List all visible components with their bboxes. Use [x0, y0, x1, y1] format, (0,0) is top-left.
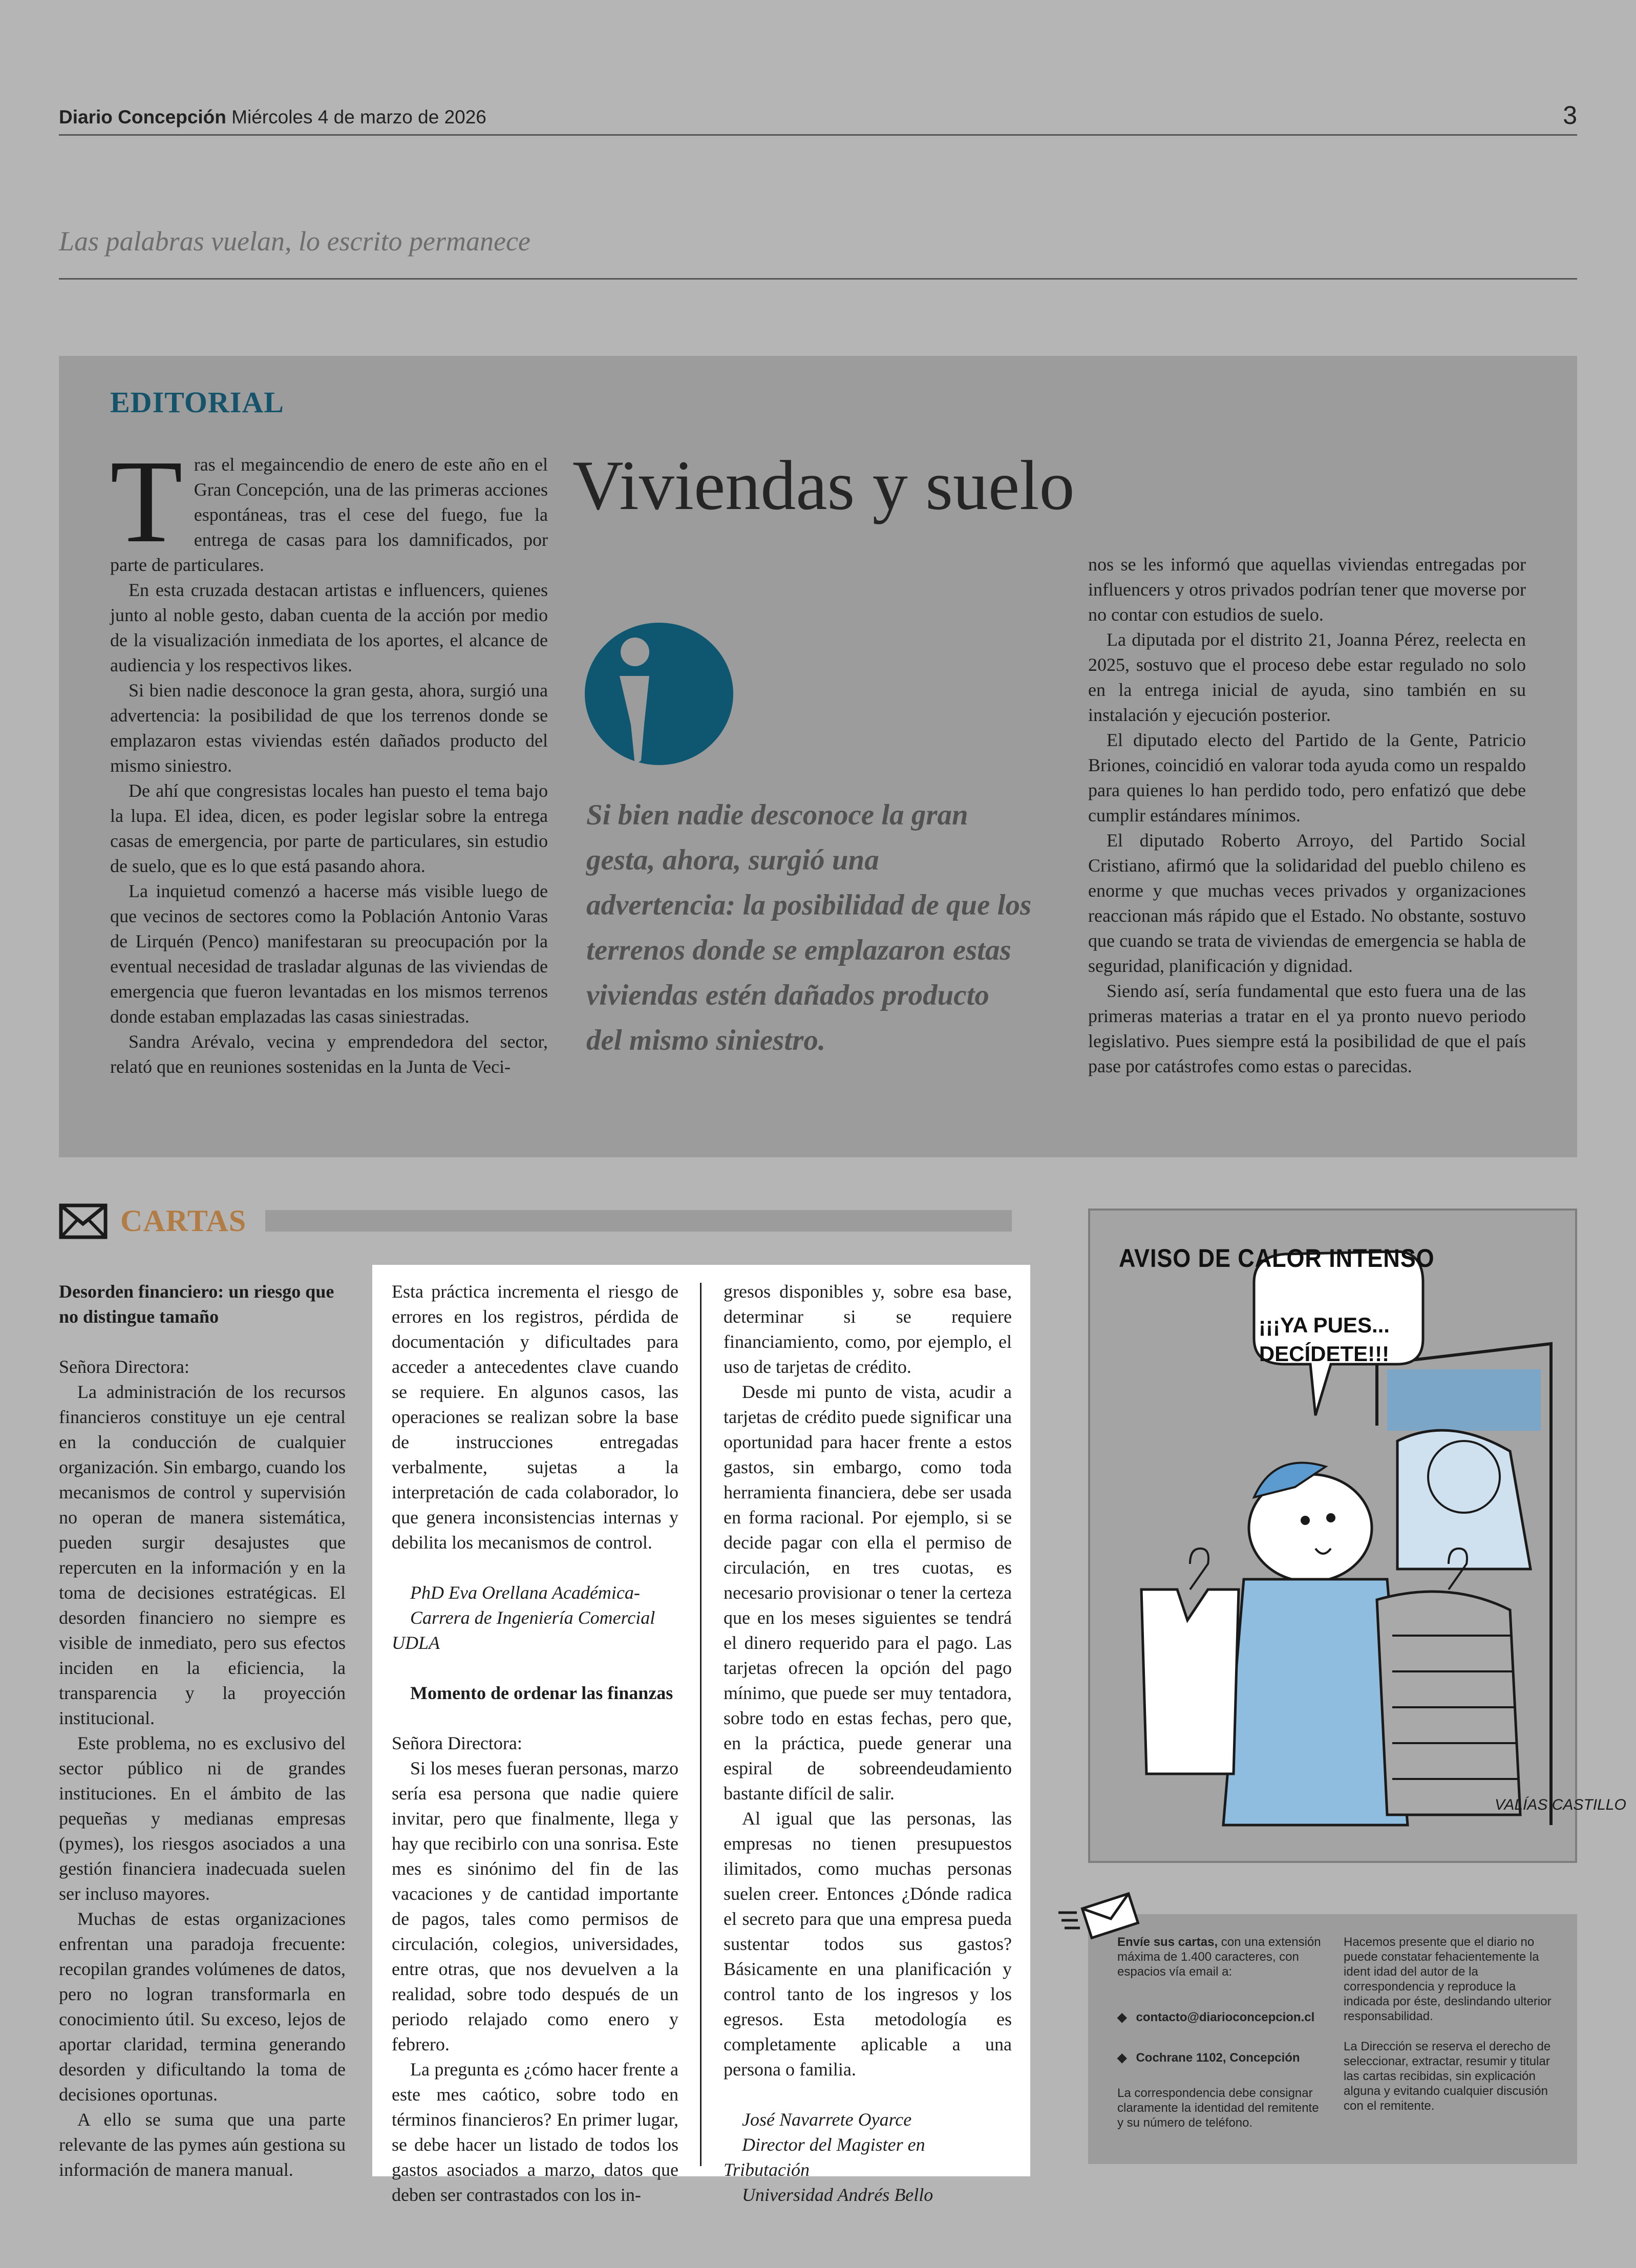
email-line [1117, 2010, 1327, 2025]
letter-title: Momento de ordenar las finanzas [410, 1683, 673, 1703]
disclaimer-note: Hacemos presente que el diario no puede constatar fehacientemente la ident idad del autor de la correspondencia y reproduce la indicada por éste, deslindando ulterior responsabilidad. [1344, 1935, 1552, 2023]
disclaimer-column [1344, 1935, 1559, 2113]
letter-paragraph: Al igual que las personas, las empresas no tienen presupuestos ilimitados, como muchas personas suelen creer. Entonces ¿Dónde radica el secreto para que una empresa pueda sustentar todos sus gastos? Básicamente en una planificación y control tanto de los ingresos y los egresos. Esta metodología es completamente aplicable a una persona o familia. [724, 1808, 1012, 2080]
cartoon-drawing [1090, 1211, 1626, 1861]
envelope-icon [59, 1203, 108, 1239]
address-line [1117, 2050, 1327, 2065]
issue-date: Miércoles 4 de marzo de 2026 [231, 107, 486, 128]
contact-address: Cochrane 1102, Concepción [1136, 2051, 1300, 2065]
cartas-label: CARTAS [120, 1204, 247, 1238]
editorial-column-1 [110, 436, 548, 1079]
send-label: Envíe sus cartas, [1117, 1935, 1218, 1949]
pull-quote: Si bien nadie desconoce la gran gesta, ahora, surgió una advertencia: la posibilidad de que los terrenos donde se emplazaron estas viviendas estén dañados producto del mismo siniestro. [586, 799, 1032, 1056]
editorial-paragraph: El diputado Roberto Arroyo, del Partido Social Cristiano, afirmó que la solidaridad del pueblo chileno es enorme y que muchas veces privados y organizaciones reaccionan más rápido que el Estado. No obstante, sostuvo que cuando se trata de viviendas de emergencia se habla de seguridad, planificación y dignidad. [1088, 830, 1526, 976]
letter-paragraph: Muchas de estas organizaciones enfrentan una paradoja frecuente: recopilan grandes volúmenes de datos, pero no logran transformarla en conocimiento útil. Su exceso, lejos de aportar claridad, termina generando desorden y dificultando la toma de decisiones oportunas. [59, 1909, 346, 2105]
editorial-paragraph: Sandra Arévalo, vecina y emprendedora del sector, relató que en reuniones sostenidas en la Junta de Veci- [110, 1031, 548, 1077]
slogan: Las palabras vuelan, lo escrito permanece [59, 226, 530, 257]
editorial-paragraph: Siendo así, sería fundamental que esto fuera una de las primeras materias a tratar en el ya pronto nuevo periodo legislativo. Pues siempre está la posibilidad de que el país pase por catástrofes como estas o parecidas. [1088, 981, 1526, 1076]
cartoon-speech [1247, 1311, 1401, 1368]
letter-salutation: Señora Directora: [392, 1733, 522, 1753]
speech-line: DECÍDETE!!! [1259, 1342, 1390, 1366]
letter-salutation: Señora Directora: [59, 1356, 189, 1377]
editorial-paragraph: El diputado electo del Partido de la Gente, Patricio Briones, coincidió en valorar toda ayuda como un respaldo para quienes lo han perdido todo, pero enfatizó que debe cumplir estándares mínimos. [1088, 730, 1526, 825]
editorial-lead-paragraph [110, 436, 548, 578]
speech-line: ¡¡¡YA PUES... [1259, 1313, 1390, 1337]
masthead [59, 107, 486, 128]
cartoon-frame [1088, 1209, 1626, 1863]
letter-column-3 [724, 1279, 1012, 2208]
letter-signature: Director del Magister en Tributación [724, 2134, 925, 2180]
editorial-paragraph: En esta cruzada destacan artistas e influencers, quienes junto al noble gesto, daban cuenta de la acción por medio de la visualización inmediata de los aportes, el alcance de audiencia y los respectivos likes. [110, 580, 548, 675]
letter-paragraph: gresos disponibles y, sobre esa base, determinar si se requiere financiamiento, como, por ejemplo, el uso de tarjetas de crédito. [724, 1281, 1012, 1377]
cartoonist-signature: VALÍAS CASTILLO [1495, 1796, 1626, 1813]
diamond-bullet-icon: ◆ [1117, 2010, 1127, 2024]
rights-note: La Dirección se reserva el derecho de seleccionar, extractar, resumir y titular las cartas recibidas, sin explicación alguna y evitando cualquier discusión con el remitente. [1344, 2040, 1551, 2113]
editorial-column-3 [1088, 552, 1526, 1079]
slogan-rule [59, 278, 1577, 280]
letter-signature: Universidad Andrés Bello [742, 2185, 933, 2205]
diamond-bullet-icon: ◆ [1117, 2051, 1127, 2065]
info-icon [584, 622, 735, 766]
cartas-header-bar [265, 1210, 1012, 1232]
column-divider [700, 1283, 702, 2166]
send-text: con una extensión máxima de 1.400 caracteres, con espacios vía email a: [1117, 1935, 1321, 1979]
editorial-paragraph: De ahí que congresistas locales han puesto el tema bajo la lupa. El idea, dicen, es poder legislar sobre la entrega casas de emergencia, por parte de particulares, sin estudio de suelo, que es lo que está pasando ahora. [110, 780, 548, 876]
send-letter-icon [1057, 1890, 1142, 1938]
letter-paragraph: Desde mi punto de vista, acudir a tarjetas de crédito puede significar una oportunidad para hacer frente a estos gastos, sin embargo, como toda herramienta financiera, debe ser usada en forma racional. Por ejemplo, si se decide pagar con ella el permiso de circulación, en tres cuotas, es necesario provisionar o tener la certeza que en los meses siguientes se tendrá el dinero requerido para el pago. Las tarjetas ofrecen la opción del pago mínimo, que puede ser muy tentadora, sobre todo en estas fechas, pero que, en la práctica, puede generar una espiral de sobreendeudamiento bastante difícil de salir. [724, 1382, 1012, 1804]
identity-note: La correspondencia debe consignar claramente la identidad del remitente y su número de teléfono. [1117, 2086, 1319, 2130]
editorial-paragraph: nos se les informó que aquellas viviendas entregadas por influencers y otros privados podrían tener que moverse por no contar con estudios de suelo. [1088, 554, 1526, 625]
letter-paragraph: Esta práctica incrementa el riesgo de errores en los registros, pérdida de documentación y dificultades para acceder a antecedentes clave cuando se requiere. En algunos casos, las operaciones se realizan sobre la base de instrucciones entregadas verbalmente, sujetas a la interpretación de cada colaborador, lo que genera inconsistencias internas y debilita los mecanismos de control. [392, 1281, 678, 1553]
drop-cap: T [110, 436, 183, 567]
letter-title: Desorden financiero: un riesgo que no distingue tamaño [59, 1281, 334, 1327]
letter-column-1 [59, 1279, 346, 2182]
letter-paragraph: Si los meses fueran personas, marzo sería esa persona que nadie quiere invitar, pero que finalmente, llega y hay que recibirlo con una sonrisa. Este mes es sinónimo del fin de las vacaciones y de cantidad importante de pagos, tales como permisos de circulación, colegios, universidades, entre otras, que nos devuelven a la realidad, sobre todo después de un periodo relajado como enero y febrero. [392, 1758, 678, 2054]
editorial-title: Viviendas y suelo [572, 446, 1075, 524]
editorial-paragraph: La diputada por el distrito 21, Joanna Pérez, reelecta en 2025, sostuvo que el proceso debe estar regulado no solo en la entrega inicial de ayuda, sino también en su instalación y ejecución posterior. [1088, 629, 1526, 725]
letter-signature: Carrera de Ingeniería Comercial UDLA [392, 1607, 655, 1653]
page-number: 3 [1563, 101, 1577, 130]
newspaper-name: Diario Concepción [59, 107, 226, 128]
lead-text: ras el megaincendio de enero de este año en el Gran Concepción, una de las primeras acciones espontáneas, tras el cese del fuego, fue la entrega de casas para los damnificados, por parte de particulares. [110, 454, 548, 575]
letter-signature: José Navarrete Oyarce [742, 2109, 912, 2130]
letter-paragraph: A ello se suma que una parte relevante de las pymes aún gestiona su información de manera manual. [59, 2109, 346, 2180]
letter-signature: PhD Eva Orellana Académica- [410, 1582, 640, 1603]
header-rule [59, 134, 1577, 136]
editorial-paragraph: Si bien nadie desconoce la gran gesta, ahora, surgió una advertencia: la posibilidad de que los terrenos donde se emplazaron estas viviendas estén dañados producto del mismo siniestro. [110, 680, 548, 776]
letter-paragraph: La pregunta es ¿cómo hacer frente a este mes caótico, sobre todo en términos financieros? En primer lugar, se debe hacer un listado de todos los gastos asociados a marzo, datos que deben ser contrastados con los in- [392, 2059, 678, 2205]
letter-paragraph: La administración de los recursos financieros constituye un eje central en la conducción de cualquier organización. Sin embargo, cuando los mecanismos de control y supervisión no operan de manera sistemática, pueden surgir desajustes que repercuten en la información y en la toma de decisiones estratégicas. El desorden financiero no siempre es visible de inmediato, pero sus efectos inciden en la eficiencia, la transparencia y la proyección institucional. [59, 1382, 346, 1728]
editorial-paragraph: La inquietud comenzó a hacerse más visible luego de que vecinos de sectores como la Población Antonio Varas de Lirquén (Penco) manifestaran su preocupación por la eventual necesidad de trasladar algunas de las viviendas de emergencia que fueron levantadas en los mismos terrenos donde estaban emplazadas las casas siniestradas. [110, 881, 548, 1027]
editorial-label: EDITORIAL [110, 386, 284, 419]
submission-instructions [1117, 1935, 1327, 2130]
contact-email[interactable]: contacto@diarioconcepcion.cl [1136, 2010, 1315, 2024]
letter-paragraph: Este problema, no es exclusivo del sector público ni de grandes instituciones. En el ámbito de las pequeñas y medianas empresas (pymes), los riesgos asociados a una gestión financiera inadecuada suelen ser incluso mayores. [59, 1733, 346, 1904]
letter-column-2 [392, 1279, 678, 2208]
cartoon-title: AVISO DE CALOR INTENSO [1119, 1244, 1435, 1273]
